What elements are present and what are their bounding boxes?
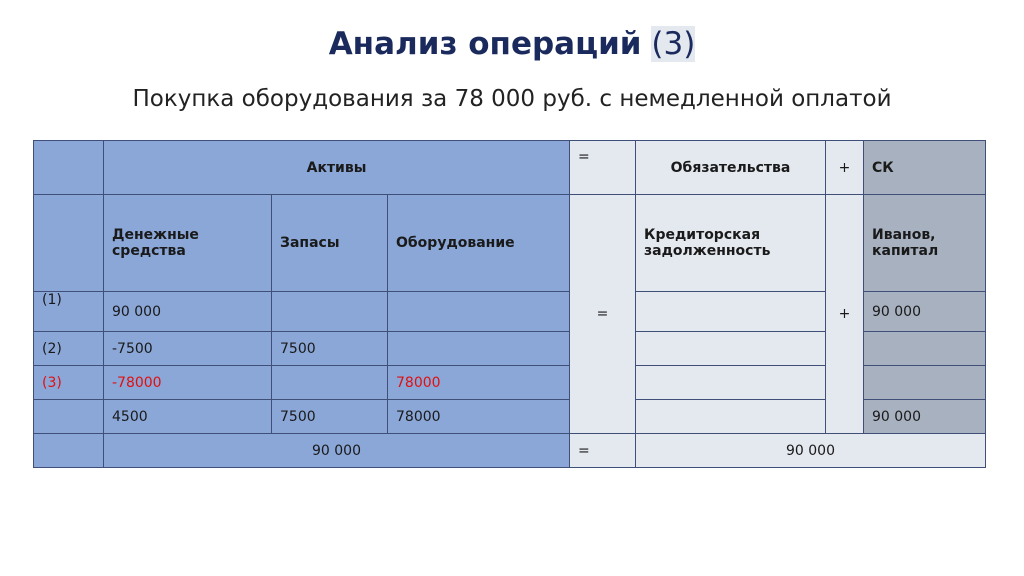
middle-plus-sign: + [826, 195, 864, 434]
accounting-equation-table [33, 140, 986, 468]
inventory-cell [272, 292, 388, 332]
page-subtitle: Покупка оборудования за 78 000 руб. с немедленной оплатой [132, 86, 892, 112]
inventory-cell: 7500 [272, 400, 388, 434]
row-label: (1) [34, 292, 104, 332]
payables-cell [636, 292, 826, 332]
capital-column-header: Иванов, капитал [864, 195, 986, 292]
equipment-cell: 78000 [388, 400, 570, 434]
totals-equals-sign: = [570, 434, 636, 468]
header-row [34, 141, 986, 195]
assets-header: Активы [104, 141, 570, 195]
payables-cell [636, 400, 826, 434]
assets-total: 90 000 [104, 434, 570, 468]
header-corner-cell [34, 141, 104, 195]
equity-header: СК [864, 141, 986, 195]
equipment-cell: 78000 [388, 366, 570, 400]
payables-cell [636, 332, 826, 366]
totals-row [34, 434, 986, 468]
payables-column-header: Кредиторская задолженность [636, 195, 826, 292]
subheader-row [34, 195, 986, 292]
row-label [34, 400, 104, 434]
title-number: (3) [651, 26, 696, 62]
liabilities-header: Обязательства [636, 141, 826, 195]
cash-cell: 4500 [104, 400, 272, 434]
cash-cell: -7500 [104, 332, 272, 366]
capital-cell [864, 332, 986, 366]
liabilities-equity-total: 90 000 [636, 434, 986, 468]
capital-cell: 90 000 [864, 400, 986, 434]
header-plus-sign: + [826, 141, 864, 195]
subheader-corner-cell [34, 195, 104, 292]
title-main: Анализ операций [328, 26, 642, 62]
capital-cell: 90 000 [864, 292, 986, 332]
row-label: (2) [34, 332, 104, 366]
equipment-cell [388, 292, 570, 332]
payables-cell [636, 366, 826, 400]
cash-cell: -78000 [104, 366, 272, 400]
inventory-cell: 7500 [272, 332, 388, 366]
equipment-cell [388, 332, 570, 366]
cash-cell: 90 000 [104, 292, 272, 332]
row-label: (3) [34, 366, 104, 400]
capital-cell [864, 366, 986, 400]
totals-corner-cell [34, 434, 104, 468]
header-equals-sign: = [570, 141, 636, 195]
inventory-column-header: Запасы [272, 195, 388, 292]
middle-equals-sign: = [570, 195, 636, 434]
cash-column-header: Денежные средства [104, 195, 272, 292]
page-title [0, 26, 1024, 62]
equipment-column-header: Оборудование [388, 195, 570, 292]
inventory-cell [272, 366, 388, 400]
